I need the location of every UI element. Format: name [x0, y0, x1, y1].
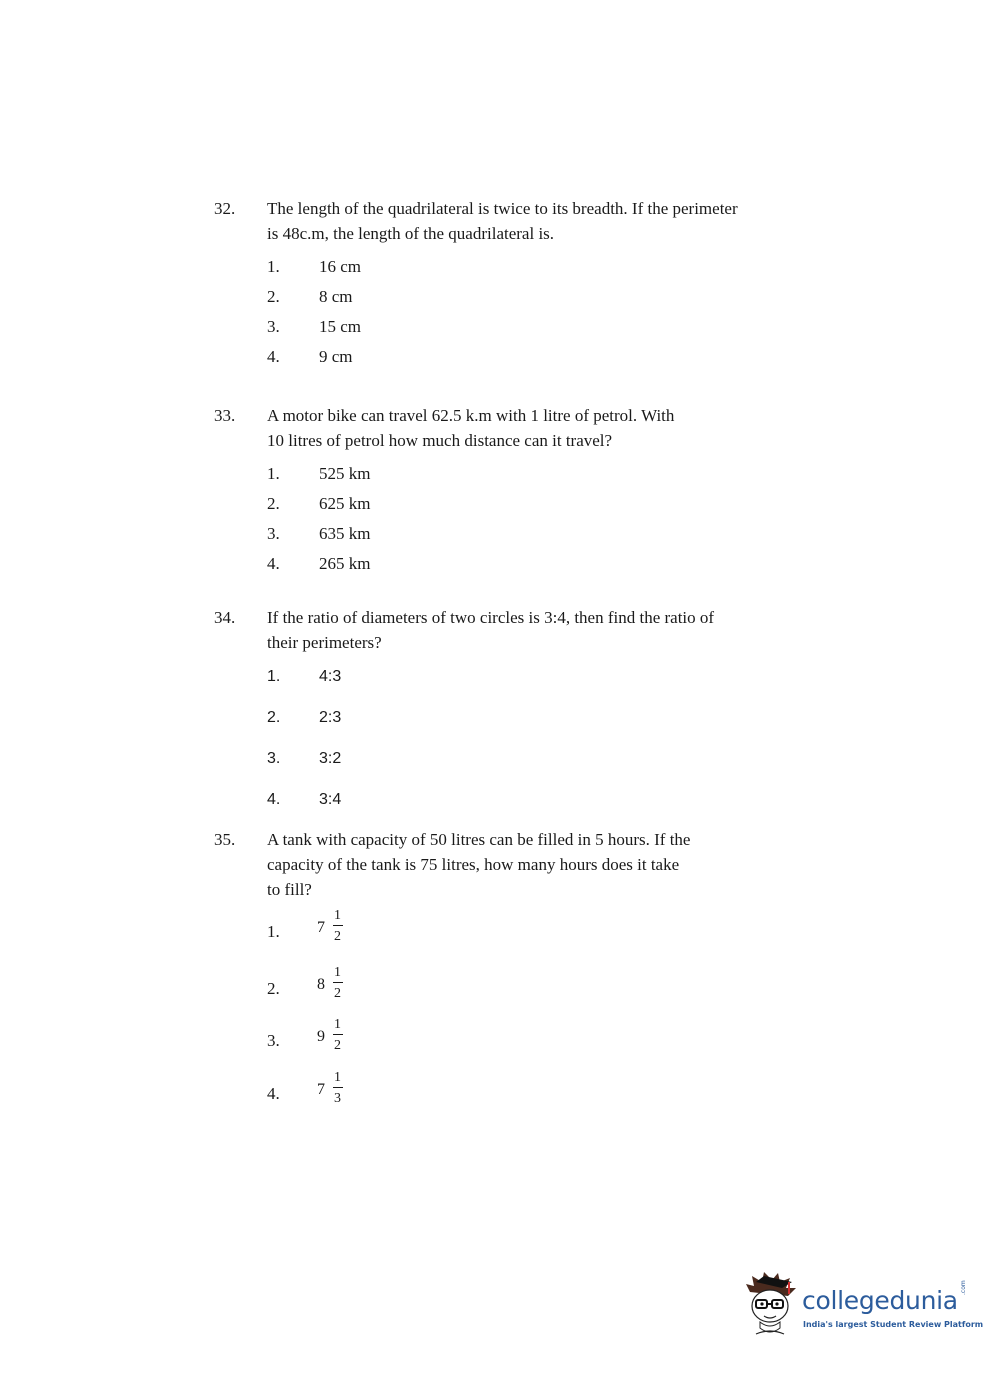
question-number: 34. — [214, 608, 236, 627]
question-line: is 48c.m, the length of the quadrilateral is. — [267, 224, 555, 243]
option-value: 525 km — [319, 464, 371, 483]
fraction-numerator: 1 — [334, 965, 341, 980]
mixed-fraction — [317, 962, 357, 1006]
fraction-denominator: 2 — [334, 1038, 341, 1053]
question-line: A tank with capacity of 50 litres can be filled in 5 hours. If the — [267, 830, 691, 849]
question-text — [267, 827, 807, 902]
logo-wordmark: collegedunia — [802, 1286, 958, 1315]
option-value: 3:2 — [319, 750, 342, 767]
question-line: their perimeters? — [267, 633, 382, 652]
option-number: 4. — [267, 791, 281, 808]
option-value: 2:3 — [319, 709, 342, 726]
option-number: 1. — [267, 922, 280, 941]
question-text — [267, 605, 807, 655]
question-line: If the ratio of diameters of two circles is 3:4, then find the ratio of — [267, 608, 715, 627]
fraction-whole: 7 — [317, 1081, 325, 1098]
option-number: 1. — [267, 257, 280, 276]
option-number: 2. — [267, 709, 281, 726]
option-number: 2. — [267, 979, 280, 998]
option-value: 265 km — [319, 554, 371, 573]
option-number: 4. — [267, 554, 280, 573]
question-line: A motor bike can travel 62.5 k.m with 1 litre of petrol. With — [267, 406, 675, 425]
option-number: 3. — [267, 1031, 280, 1050]
option-value: 8 cm — [319, 287, 353, 306]
option-number: 2. — [267, 287, 280, 306]
option-number: 1. — [267, 464, 280, 483]
fraction-numerator: 1 — [334, 908, 341, 923]
question-line: The length of the quadrilateral is twice to its breadth. If the perimeter — [267, 199, 738, 218]
question-text — [267, 196, 807, 246]
question-number: 33. — [214, 406, 236, 425]
question-line: 10 litres of petrol how much distance can it travel? — [267, 431, 613, 450]
logo-domain-suffix: .com — [960, 1280, 967, 1295]
fraction-whole: 7 — [317, 919, 325, 936]
question-line: capacity of the tank is 75 litres, how many hours does it take — [267, 855, 680, 874]
fraction-denominator: 2 — [334, 986, 341, 1001]
option-value: 635 km — [319, 524, 371, 543]
logo-tagline: India's largest Student Review Platform — [803, 1320, 984, 1329]
mixed-fraction — [317, 1014, 357, 1058]
question-line: to fill? — [267, 880, 312, 899]
option-value: 4:3 — [319, 668, 342, 685]
collegedunia-logo[interactable] — [740, 1270, 984, 1350]
fraction-denominator: 3 — [334, 1091, 341, 1106]
fraction-whole: 8 — [317, 976, 325, 993]
option-number: 3. — [267, 750, 281, 767]
mixed-fraction — [317, 905, 357, 949]
mascot-icon — [742, 1270, 800, 1340]
option-value: 625 km — [319, 494, 371, 513]
option-value: 16 cm — [319, 257, 362, 276]
option-number: 3. — [267, 317, 280, 336]
option-value: 3:4 — [319, 791, 342, 808]
option-value: 15 cm — [319, 317, 362, 336]
question-number: 35. — [214, 830, 236, 849]
fraction-denominator: 2 — [334, 929, 341, 944]
question-number: 32. — [214, 199, 236, 218]
option-number: 2. — [267, 494, 280, 513]
option-number: 4. — [267, 1084, 280, 1103]
fraction-numerator: 1 — [334, 1017, 341, 1032]
mixed-fraction — [317, 1067, 357, 1111]
option-number: 3. — [267, 524, 280, 543]
option-number: 4. — [267, 347, 280, 366]
option-number: 1. — [267, 668, 281, 685]
question-text — [267, 403, 807, 453]
fraction-whole: 9 — [317, 1028, 325, 1045]
fraction-numerator: 1 — [334, 1070, 341, 1085]
option-value: 9 cm — [319, 347, 353, 366]
